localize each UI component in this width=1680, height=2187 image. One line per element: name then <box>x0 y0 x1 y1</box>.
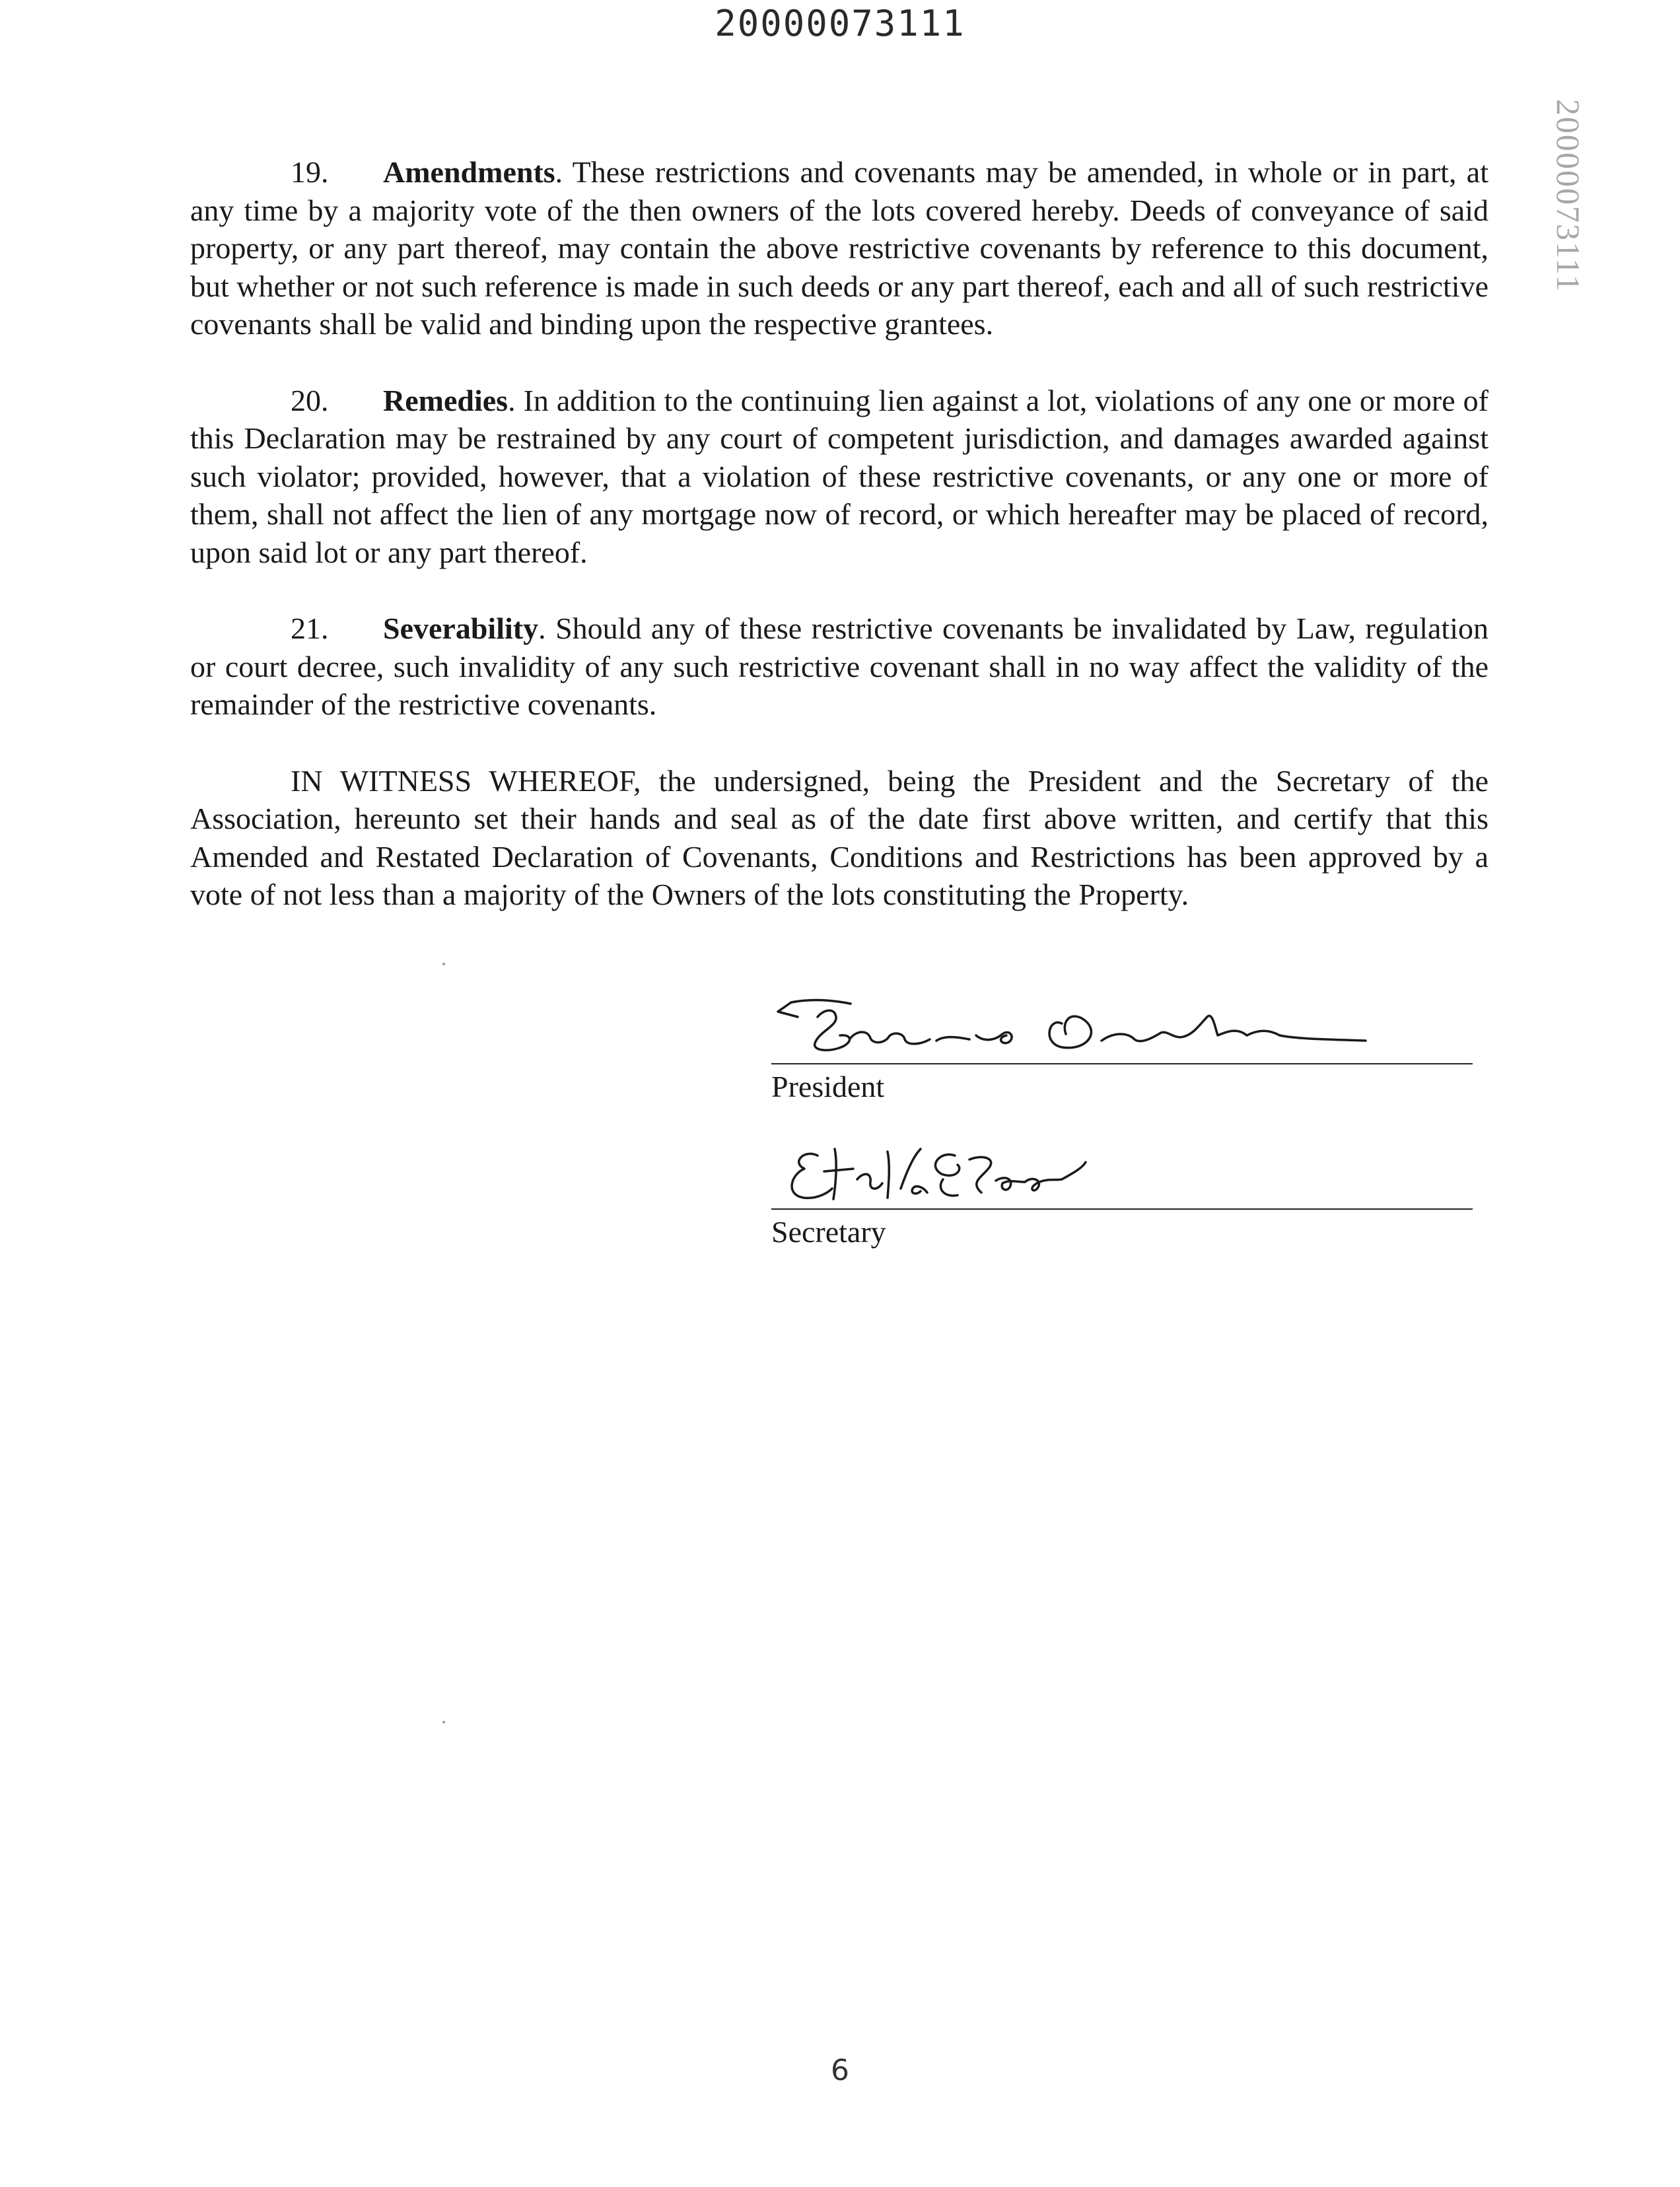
document-body <box>190 153 1488 914</box>
president-title: President <box>771 1070 885 1103</box>
secretary-signature-block <box>771 1142 1473 1249</box>
margin-mark <box>442 963 445 965</box>
paragraph-number: 21. <box>291 611 329 645</box>
side-stamp-text: 20000073111 <box>1550 99 1587 293</box>
page-number: 6 <box>831 2054 849 2087</box>
paragraph-text: . Should any of these restrictive covenants be invalidated by Law, regulation or court decree, such invalidity of any such restrictive covenant shall in no way affect the validity of the remainder of the restrictive covenants. <box>190 611 1488 721</box>
witness-clause: IN WITNESS WHEREOF, the undersigned, being the President and the Secretary of the Association, hereunto set their hands and seal as of the date first above written, and certify that this Amended and Restated Declaration of Covenants, Conditions and Restrictions has been approved by a vote of not less than a majority of the Owners of the lots constituting the Property. <box>190 763 1488 911</box>
paragraph-text: . In addition to the continuing lien against a lot, violations of any one or more of this Declaration may be restrained by any court of competent jurisdiction, and damages awarded against such violator; provided, however, that a violation of these restrictive covenants, or any one or more of them, shall not affect the lien of any mortgage now of record, or which hereafter may be placed of record, upon said lot or any part thereof. <box>190 383 1488 569</box>
secretary-signature <box>771 1142 1473 1208</box>
paragraph-number: 20. <box>291 383 329 417</box>
paragraph-number: 19. <box>291 155 329 189</box>
paragraph-severability <box>190 609 1488 724</box>
paragraph-amendments <box>190 153 1488 343</box>
paragraph-heading: Severability <box>383 611 539 645</box>
president-signature-block <box>771 997 1473 1104</box>
side-stamp <box>1550 99 1593 310</box>
president-signature-line <box>771 997 1473 1064</box>
paragraph-heading: Remedies <box>383 383 508 417</box>
document-number: 20000073111 <box>715 3 965 44</box>
president-signature <box>771 997 1473 1063</box>
paragraph-text: . These restrictions and covenants may be amended, in whole or in part, at any time by a majority vote of the then owners of the lots covered hereby. Deeds of conveyance of said property, or any part thereof, may contain the above restrictive covenants by reference to this document, but whether or not such reference is made in such deeds or any part thereof, each and all of such restrictive covenants shall be valid and binding upon the respective grantees. <box>190 155 1488 341</box>
margin-mark <box>442 1721 445 1723</box>
secretary-title: Secretary <box>771 1215 886 1249</box>
secretary-signature-line <box>771 1142 1473 1210</box>
paragraph-heading: Amendments <box>383 155 555 189</box>
paragraph-remedies <box>190 382 1488 572</box>
